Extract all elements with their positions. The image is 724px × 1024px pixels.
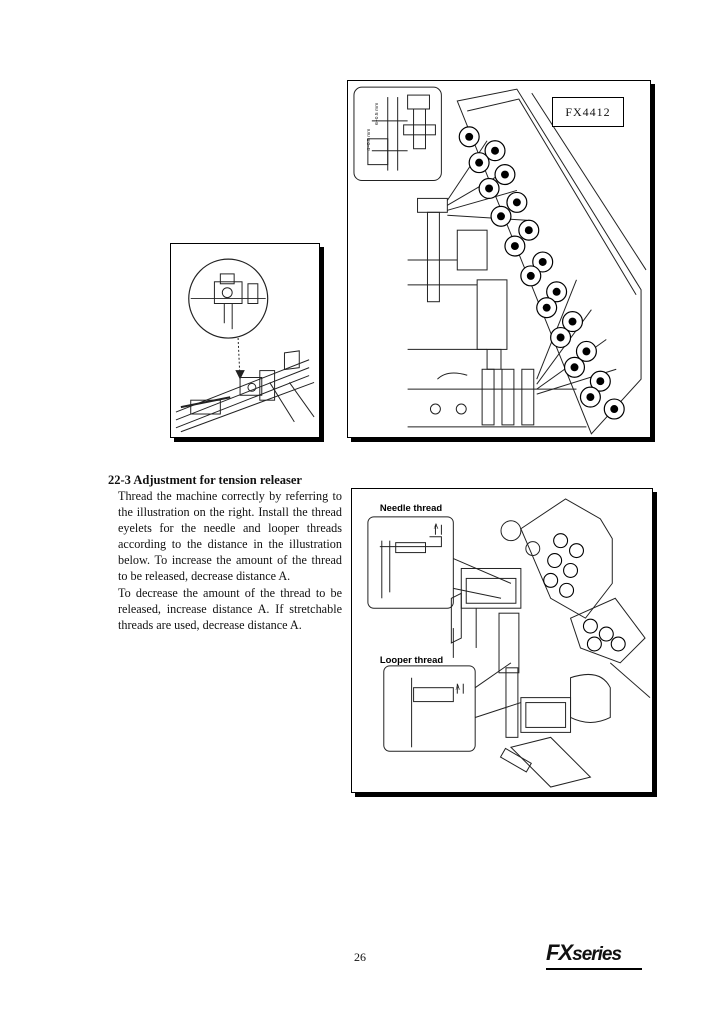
- brand-logo: [546, 940, 621, 966]
- section-body: [118, 488, 342, 633]
- body-paragraph: To decrease the amount of the thread to be released, increase distance A. If stretchable threads are used, decrease distance A.: [118, 585, 342, 632]
- brand-series: series: [572, 944, 622, 965]
- tension-unit-drawing: [348, 81, 650, 437]
- section-heading: 22-3 Adjustment for tension releaser: [108, 473, 302, 487]
- needle-thread-label: Needle thread: [379, 501, 443, 513]
- distance-a-label: A: [433, 522, 439, 531]
- adjustment-drawing: [352, 489, 652, 792]
- thread-eyelet-figure: [170, 243, 320, 438]
- brand-underline: [546, 968, 642, 970]
- model-label: FX4412: [552, 97, 624, 127]
- tension-unit-figure: [347, 80, 651, 438]
- thread-eyelet-drawing: [171, 244, 319, 437]
- looper-thread-label: Looper thread: [379, 653, 444, 665]
- brand-fx: FX: [546, 940, 573, 965]
- distance-a-label: A: [455, 683, 461, 692]
- dimension-label-2: 6~0.5 mm: [374, 102, 380, 125]
- tension-release-adjustment-figure: [351, 488, 653, 793]
- page-number: 26: [354, 950, 366, 964]
- dimension-label-1: 4~0.5 mm: [366, 128, 372, 151]
- body-paragraph: Thread the machine correctly by referring to the illustration on the right. Install the thread eyelets for the needle and looper threads according to the distance in the illustration below. To increase the amount of the thread to be released, decrease distance A.: [118, 489, 342, 584]
